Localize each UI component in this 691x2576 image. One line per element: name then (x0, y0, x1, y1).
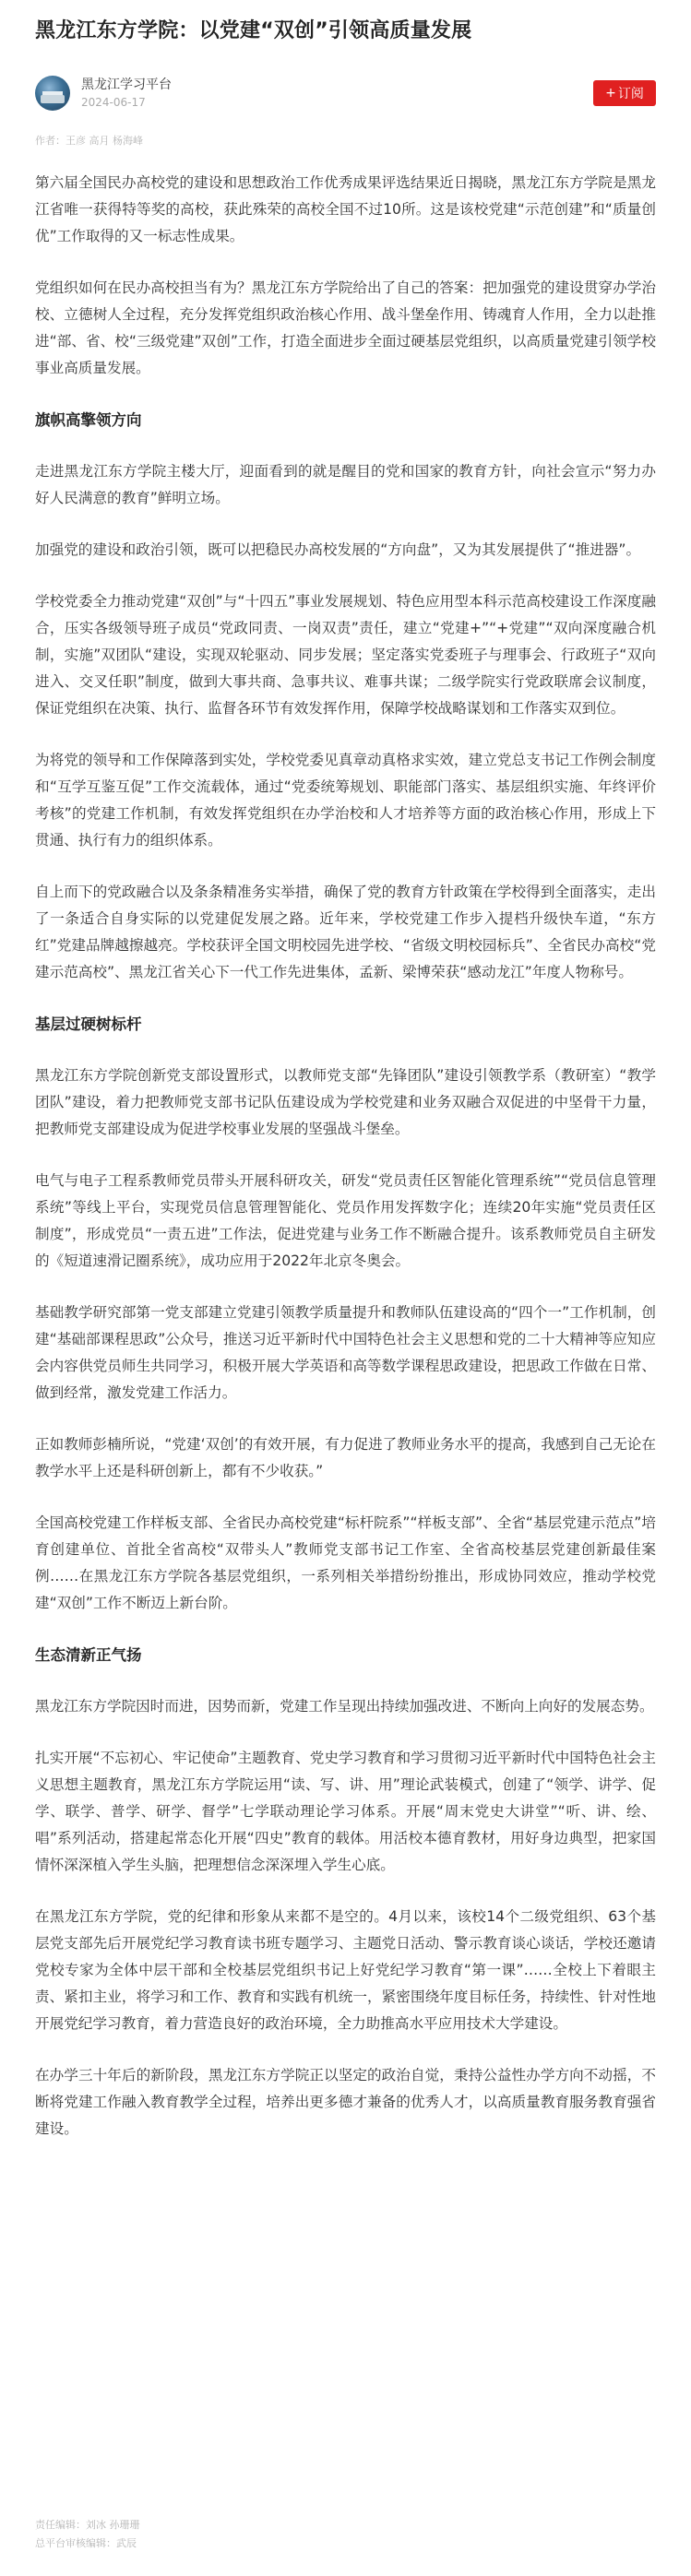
publish-date: 2024-06-17 (81, 96, 146, 109)
body-paragraph: 自上而下的党政融合以及条条精准务实举措，确保了党的教育方针政策在学校得到全面落实，走出了一条适合自身实际的以党建促发展之路。近年来，学校党建工作步入提档升级快车道，“东方红”党建品牌越擦越亮。学校获评全国文明校园先进学校、“省级文明校园标兵”、全省民办高校“党建示范高校”、黑龙江省关心下一代工作先进集体，孟新、梁博荣获“感动龙江”年度人物称号。 (35, 884, 656, 980)
section-heading: 旗帜高擎领方向 (35, 411, 142, 429)
account-avatar[interactable] (35, 76, 70, 111)
article-header (35, 74, 656, 113)
body-paragraph: 学校党委全力推动党建“双创”与“十四五”事业发展规划、特色应用型本科示范高校建设工作深度融合，压实各级领导班子成员“党政同责、一岗双责”责任，建立“党建+”“+党建”“双向深度融合机制，实施”双团队“建设，实现双轮驱动、同步发展；坚定落实党委班子与理事会、行政班子“双向进入、交叉任职”制度，做到大事共商、急事共议、难事共谋；二级学院实行党政联席会议制度，保证党组织在决策、执行、监督各环节有效发挥作用，保障学校战略谋划和工作落实双到位。 (35, 593, 656, 717)
body-paragraph: 党组织如何在民办高校担当有为？黑龙江东方学院给出了自己的答案：把加强党的建设贯穿办学治校、立德树人全过程，充分发挥党组织政治核心作用、战斗堡垒作用、铸魂育人作用，全力以赴推进“部、省、校“三级党建”双创”工作，打造全面进步全面过硬基层党组织，以高质量党建引领学校事业高质量发展。 (35, 279, 656, 376)
section-heading: 基层过硬树标杆 (35, 1015, 142, 1033)
body-paragraph: 第六届全国民办高校党的建设和思想政治工作优秀成果评选结果近日揭晓，黑龙江东方学院是黑龙江省唯一获得特等奖的高校，获此殊荣的高校全国不过10所。这是该校党建“示范创建”和“质量创优”工作取得的又一标志性成果。 (35, 174, 656, 244)
subscribe-label: 订阅 (617, 87, 644, 101)
body-paragraph: 走进黑龙江东方学院主楼大厅，迎面看到的就是醒目的党和国家的教育方针，向社会宣示“努力办好人民满意的教育”鲜明立场。 (35, 463, 656, 506)
article-footer (35, 2516, 140, 2553)
article-title: 黑龙江东方学院：以党建“双创”引领高质量发展 (35, 19, 472, 42)
body-paragraph: 在黑龙江东方学院，党的纪律和形象从来都不是空的。4月以来，该校14个二级党组织、63个基层党支部先后开展党纪学习教育读书班专题学习、主题党日活动、警示教育谈心谈话，学校还邀请党校专家为全体中层干部和全校基层党组织书记上好党纪学习教育“第一课”……全校上下着眼主责、紧扣主业，将学习和工作、教育和实践有机统一，紧密围绕年度目标任务，持续性、针对性地开展党纪学习教育，着力营造良好的政治环境，全力助推高水平应用技术大学建设。 (35, 1908, 656, 2032)
body-paragraph: 基础教学研究部第一党支部建立党建引领教学质量提升和教师队伍建设高的“四个一”工作机制，创建“基础部课程思政”公众号，推送习近平新时代中国特色社会主义思想和党的二十大精神等应知应会内容供党员师生共同学习，积极开展大学英语和高等数学课程思政建设，把思政工作做在日常、做到经常，激发党建工作活力。 (35, 1304, 656, 1401)
section-heading: 生态清新正气扬 (35, 1646, 142, 1664)
account-meta (81, 76, 593, 111)
body-paragraph: 电气与电子工程系教师党员带头开展科研攻关，研发“党员责任区智能化管理系统”“党员信息管理系统”等线上平台，实现党员信息管理智能化、党员作用发挥数字化；连续20年实施“党员责任区制度”，形成党员“一责五进”工作法，促进党建与业务工作不断融合提升。该系教师党员自主研发的《短道速滑记圈系统》，成功应用于2022年北京冬奥会。 (35, 1172, 656, 1269)
article-authors: 作者：王彦 高月 杨海峰 (35, 135, 143, 147)
body-paragraph: 全国高校党建工作样板支部、全省民办高校党建“标杆院系”“样板支部”、全省“基层党建示范点”培育创建单位、首批全省高校“双带头人”教师党支部书记工作室、全省高校基层党建创新最佳案例……在黑龙江东方学院各基层党组织，一系列相关举措纷纷推出，形成协同效应，推动学校党建“双创”工作不断迈上新台阶。 (35, 1514, 656, 1611)
responsible-editor: 责任编辑：刘冰 孙珊珊 (35, 2519, 140, 2531)
body-paragraph: 扎实开展“不忘初心、牢记使命”主题教育、党史学习教育和学习贯彻习近平新时代中国特色社会主义思想主题教育，黑龙江东方学院运用“读、写、讲、用”理论武装模式，创建了“领学、讲学、促学、联学、普学、研学、督学”七学联动理论学习体系。开展“周末党史大讲堂”“听、讲、绘、唱”系列活动，搭建起常态化开展“四史”教育的载体。用活校本德育教材，用好身边典型，把家国情怀深深植入学生头脑，把理想信念深深埋入学生心底。 (35, 1750, 656, 1873)
platform-editor: 总平台审核编辑：武辰 (35, 2537, 137, 2549)
body-paragraph: 黑龙江东方学院因时而进，因势而新，党建工作呈现出持续加强改进、不断向上向好的发展态势。 (35, 1698, 654, 1715)
article-body (35, 170, 656, 2143)
body-paragraph: 正如教师彭楠所说，“党建‘双创’的有效开展，有力促进了教师业务水平的提高，我感到自己无论在教学水平上还是科研创新上，都有不少收获。” (35, 1436, 656, 1479)
subscribe-button[interactable] (593, 80, 656, 106)
plus-icon: + (605, 86, 616, 101)
body-paragraph: 加强党的建设和政治引领，既可以把稳民办高校发展的“方向盘”，又为其发展提供了“推进器”。 (35, 541, 641, 558)
account-name[interactable]: 黑龙江学习平台 (81, 77, 172, 92)
body-paragraph: 为将党的领导和工作保障落到实处，学校党委见真章动真格求实效，建立党总支书记工作例会制度和“互学互鉴互促”工作交流载体，通过“党委统筹规划、职能部门落实、基层组织实施、年终评价考核”的党建工作机制，有效发挥党组织在办学治校和人才培养等方面的政治核心作用，形成上下贯通、执行有力的组织体系。 (35, 752, 656, 849)
body-paragraph: 黑龙江东方学院创新党支部设置形式，以教师党支部“先锋团队”建设引领教学系（教研室）“教学团队”建设，着力把教师党支部书记队伍建设成为学校党建和业务双融合双促进的中坚骨干力量，把教师党支部建设成为促进学校事业发展的坚强战斗堡垒。 (35, 1067, 656, 1137)
body-paragraph: 在办学三十年后的新阶段，黑龙江东方学院正以坚定的政治自觉，秉持公益性办学方向不动摇，不断将党建工作融入教育教学全过程，培养出更多德才兼备的优秀人才，以高质量教育服务教育强省建设。 (35, 2067, 656, 2137)
